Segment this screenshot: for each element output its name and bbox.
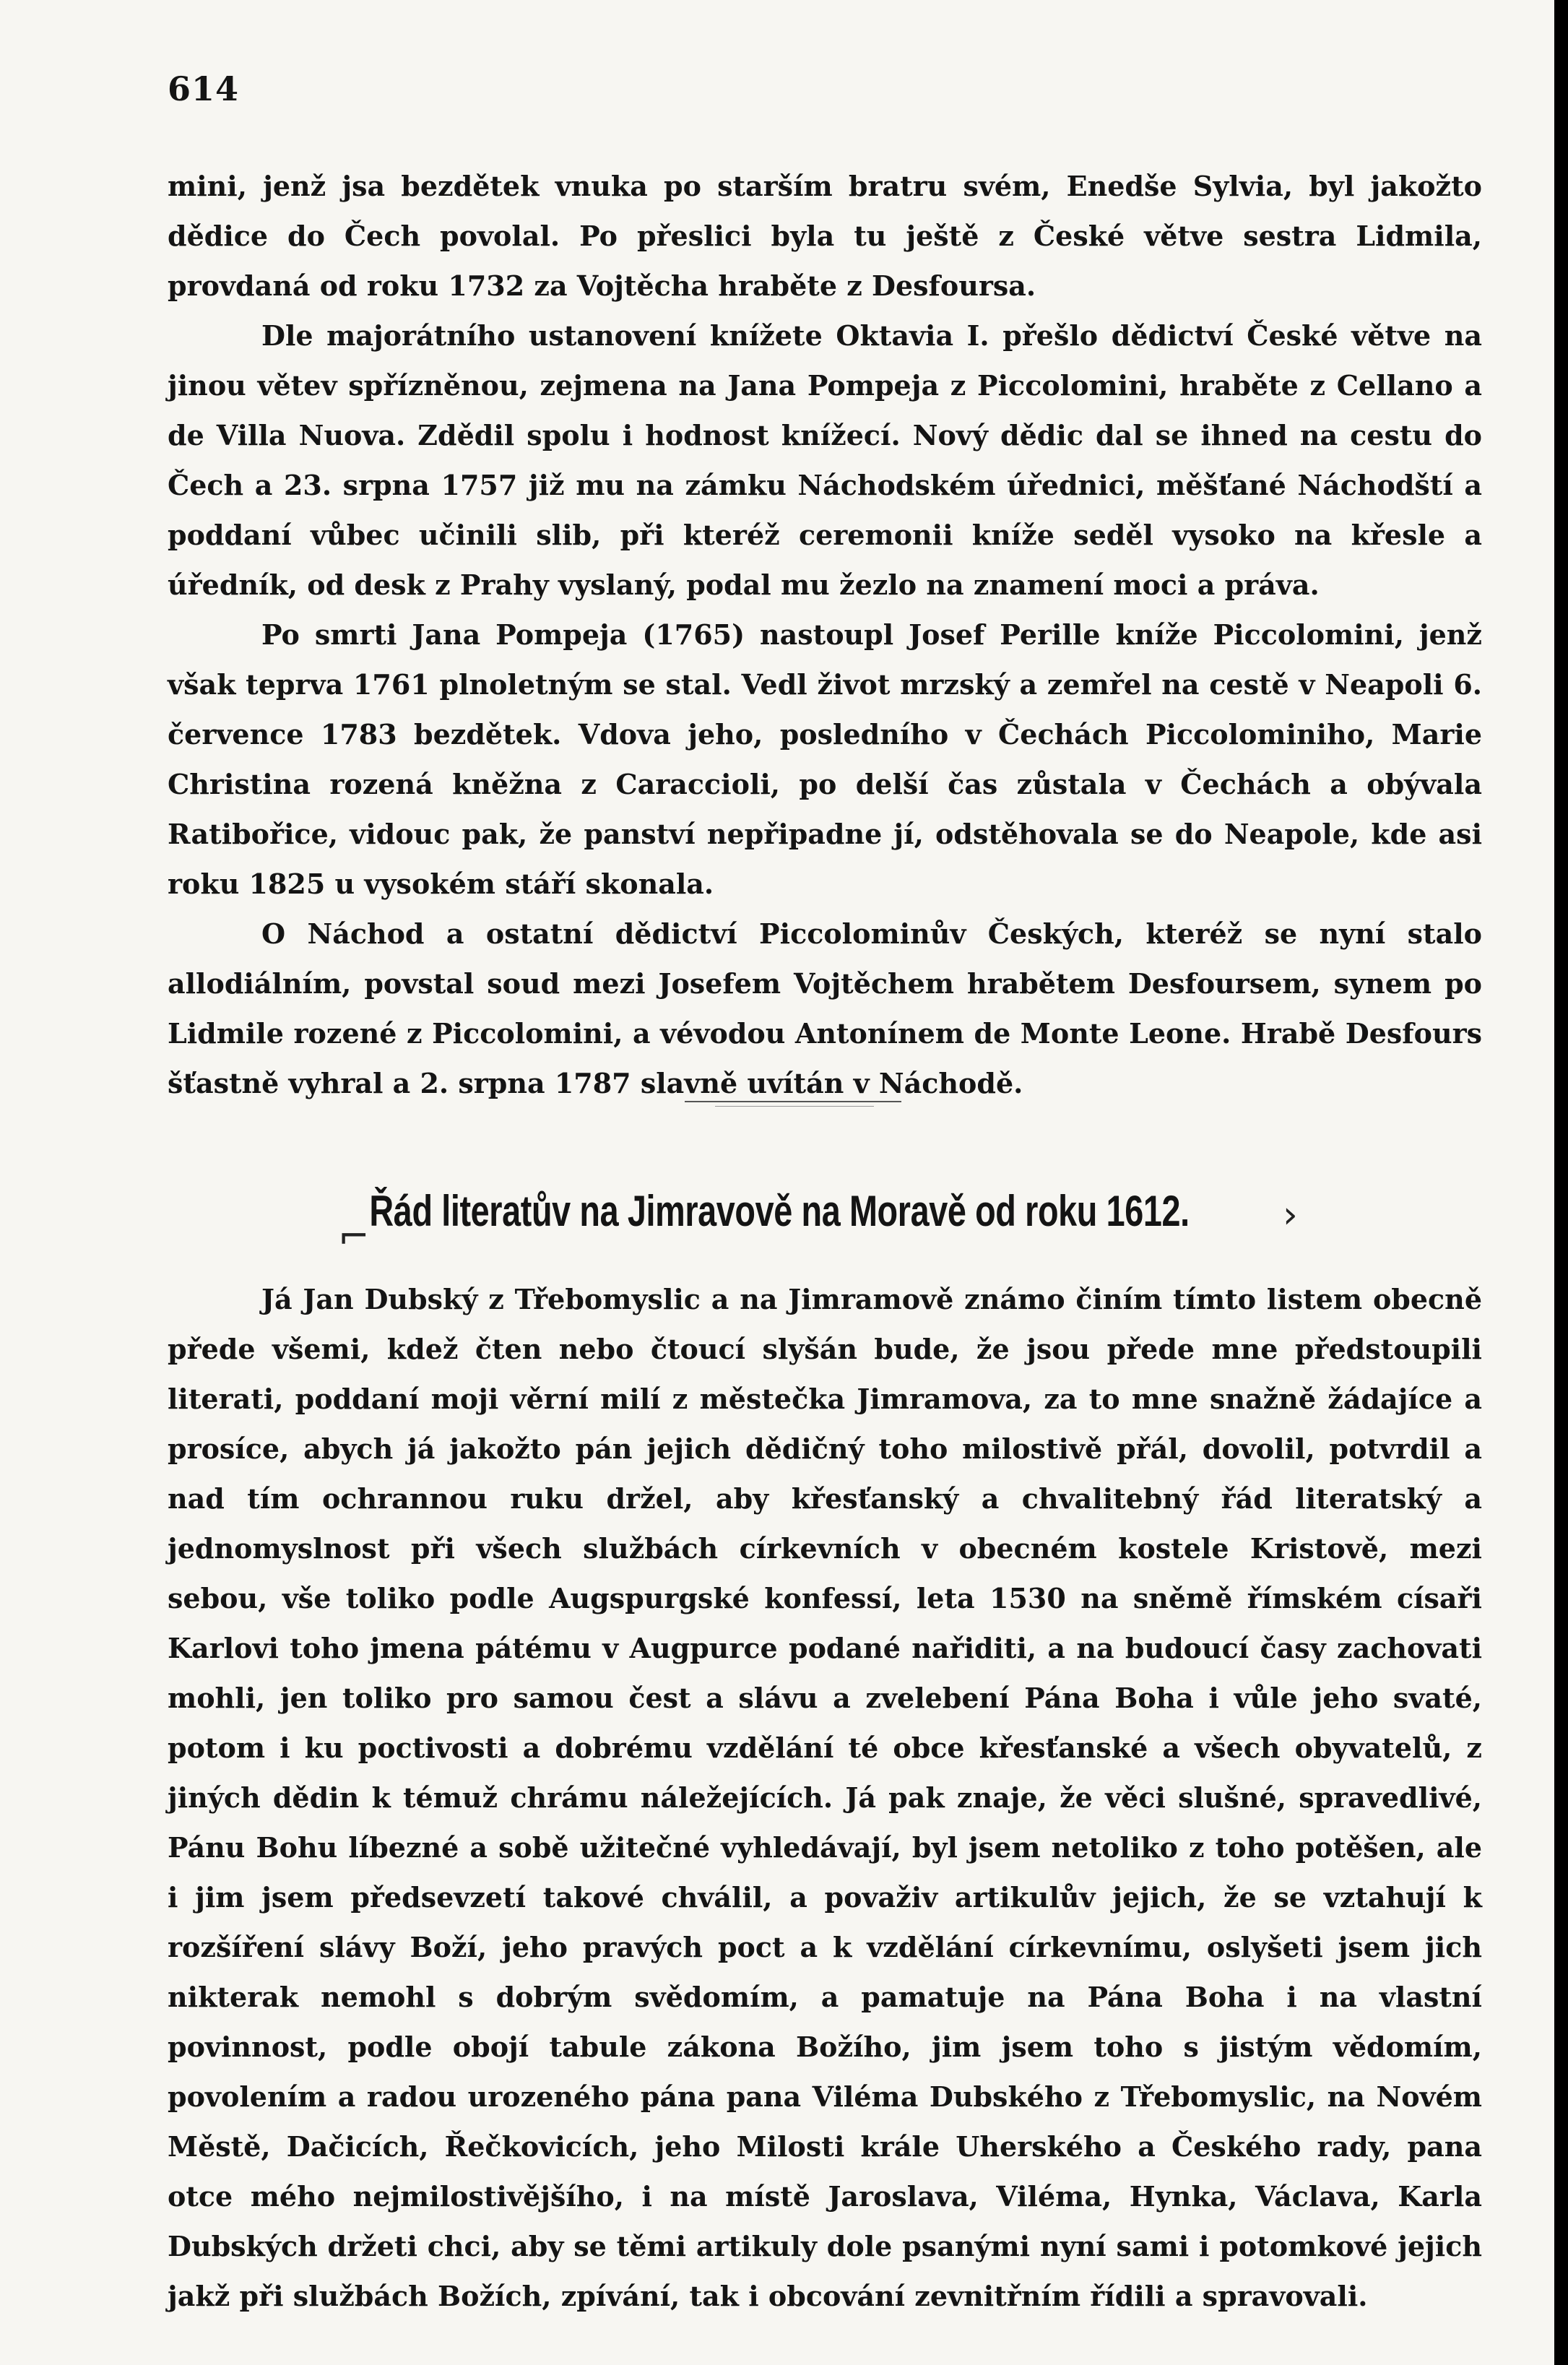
scan-edge — [1554, 0, 1568, 2365]
paragraph-2: Dle majorátního ustanovení knížete Oktavia I. přešlo dědictví České větve na jinou větev spřízněnou, zejmena na Jana Pompeja z Piccolomini, hraběte z Cellano a de Villa Nuova. Zdědil spolu i hodnost knížecí. Nový dědic dal se ihned na cestu do Čech a 23. srpna 1757 již mu na zámku Náchodském úřednici, měšťané Náchodští a poddaní vůbec učinili slib, při kteréž ceremonii kníže seděl vysoko na křesle a úředník, od desk z Prahy vyslaný, podal mu žezlo na znamení moci a práva. — [168, 319, 1482, 601]
section-one — [168, 161, 1482, 1108]
section-divider-thin — [715, 1106, 874, 1107]
pencil-mark-left-icon: ⌐ — [338, 1215, 370, 1258]
section-two — [168, 1274, 1482, 2321]
paragraph-4: O Náchod a ostatní dědictví Piccolominův Českých, kteréž se nyní stalo allodiálním, povstal soud mezi Josefem Vojtěchem hrabětem Desfoursem, synem po Lidmile rozené z Piccolomini, a vévodou Antonínem de Monte Leone. Hrabě Desfours šťastně vyhral a 2. srpna 1787 slavně uvítán v Náchodě. — [168, 917, 1482, 1099]
pencil-mark-right-icon: › — [1283, 1193, 1298, 1237]
section-divider — [685, 1101, 901, 1102]
paragraph-1: mini, jenž jsa bezdětek vnuka po starším bratru svém, Enedše Sylvia, byl jakožto dědice do Čech povolal. Po přeslici byla tu ještě z České větve sestra Lidmila, provdaná od roku 1732 za Vojtěcha hraběte z Desfoursa. — [168, 170, 1482, 302]
page-number: 614 — [168, 69, 240, 108]
paragraph-3: Po smrti Jana Pompeja (1765) nastoupl Josef Perille kníže Piccolomini, jenž však teprva 1761 plnoletným se stal. Vedl život mrzský a zemřel na cestě v Neapoli 6. července 1783 bezdětek. Vdova jeho, posledního v Čechách Piccolominiho, Marie Christina rozená kněžna z Caraccioli, po delší čas zůstala v Čechách a obývala Ratibořice, vidouc pak, že panství nepřipadne jí, odstěhovala se do Neapole, kde asi roku 1825 u vysokém stáří skonala. — [168, 618, 1482, 900]
section-heading: Řád literatův na Jimravově na Moravě od roku 1612. — [369, 1187, 1190, 1235]
paragraph-5: Já Jan Dubský z Třebomyslic a na Jimramově známo činím tímto listem obecně přede všemi, kdež čten nebo čtoucí slyšán bude, že jsou přede mne předstoupili literati, poddaní moji věrní milí z městečka Jimramova, za to mne snažně žádajíce a prosíce, abych já jakožto pán jejich dědičný toho milostivě přál, dovolil, potvrdil a nad tím ochrannou ruku držel, aby křesťanský a chvalitebný řád literatský a jednomyslnost při všech službách církevních v obecném kostele Kristově, mezi sebou, vše toliko podle Augspurgské konfessí, leta 1530 na sněmě římském císaři Karlovi toho jmena pátému v Augpurce podané nařiditi, a na budoucí časy zachovati mohli, jen toliko pro samou čest a slávu a zvelebení Pána Boha i vůle jeho svaté, potom i ku poctivosti a dobrému vzdělání té obce křesťanské a všech obyvatelů, z jiných dědin k témuž chrámu náležejících. Já pak znaje, že věci slušné, spravedlivé, Pánu Bohu líbezné a sobě užitečné vyhledávají, byl jsem netoliko z toho potěšen, ale i jim jsem předsevzetí takové chválil, a považiv artikulův jejich, že se vztahují k rozšíření slávy Boží, jeho pravých poct a k vzdělání církevnímu, oslyšeti jsem jich nikterak nemohl s dobrým svědomím, a pamatuje na Pána Boha i na vlastní povinnost, podle obojí tabule zákona Božího, jim jsem toho s jistým vědomím, povolením a radou urozeného pána pana Viléma Dubského z Třebomyslic, na Novém Městě, Dačicích, Řečkovicích, jeho Milosti krále Uherského a Českého rady, pana otce mého nejmilostivějšího, i na místě Jaroslava, Viléma, Hynka, Václava, Karla Dubských držeti chci, aby se těmi artikuly dole psanými nyní sami i potomkové jejich jakž při službách Božích, zpívání, tak i obcování zevnitřním řídili a spravovali. — [168, 1283, 1482, 2312]
